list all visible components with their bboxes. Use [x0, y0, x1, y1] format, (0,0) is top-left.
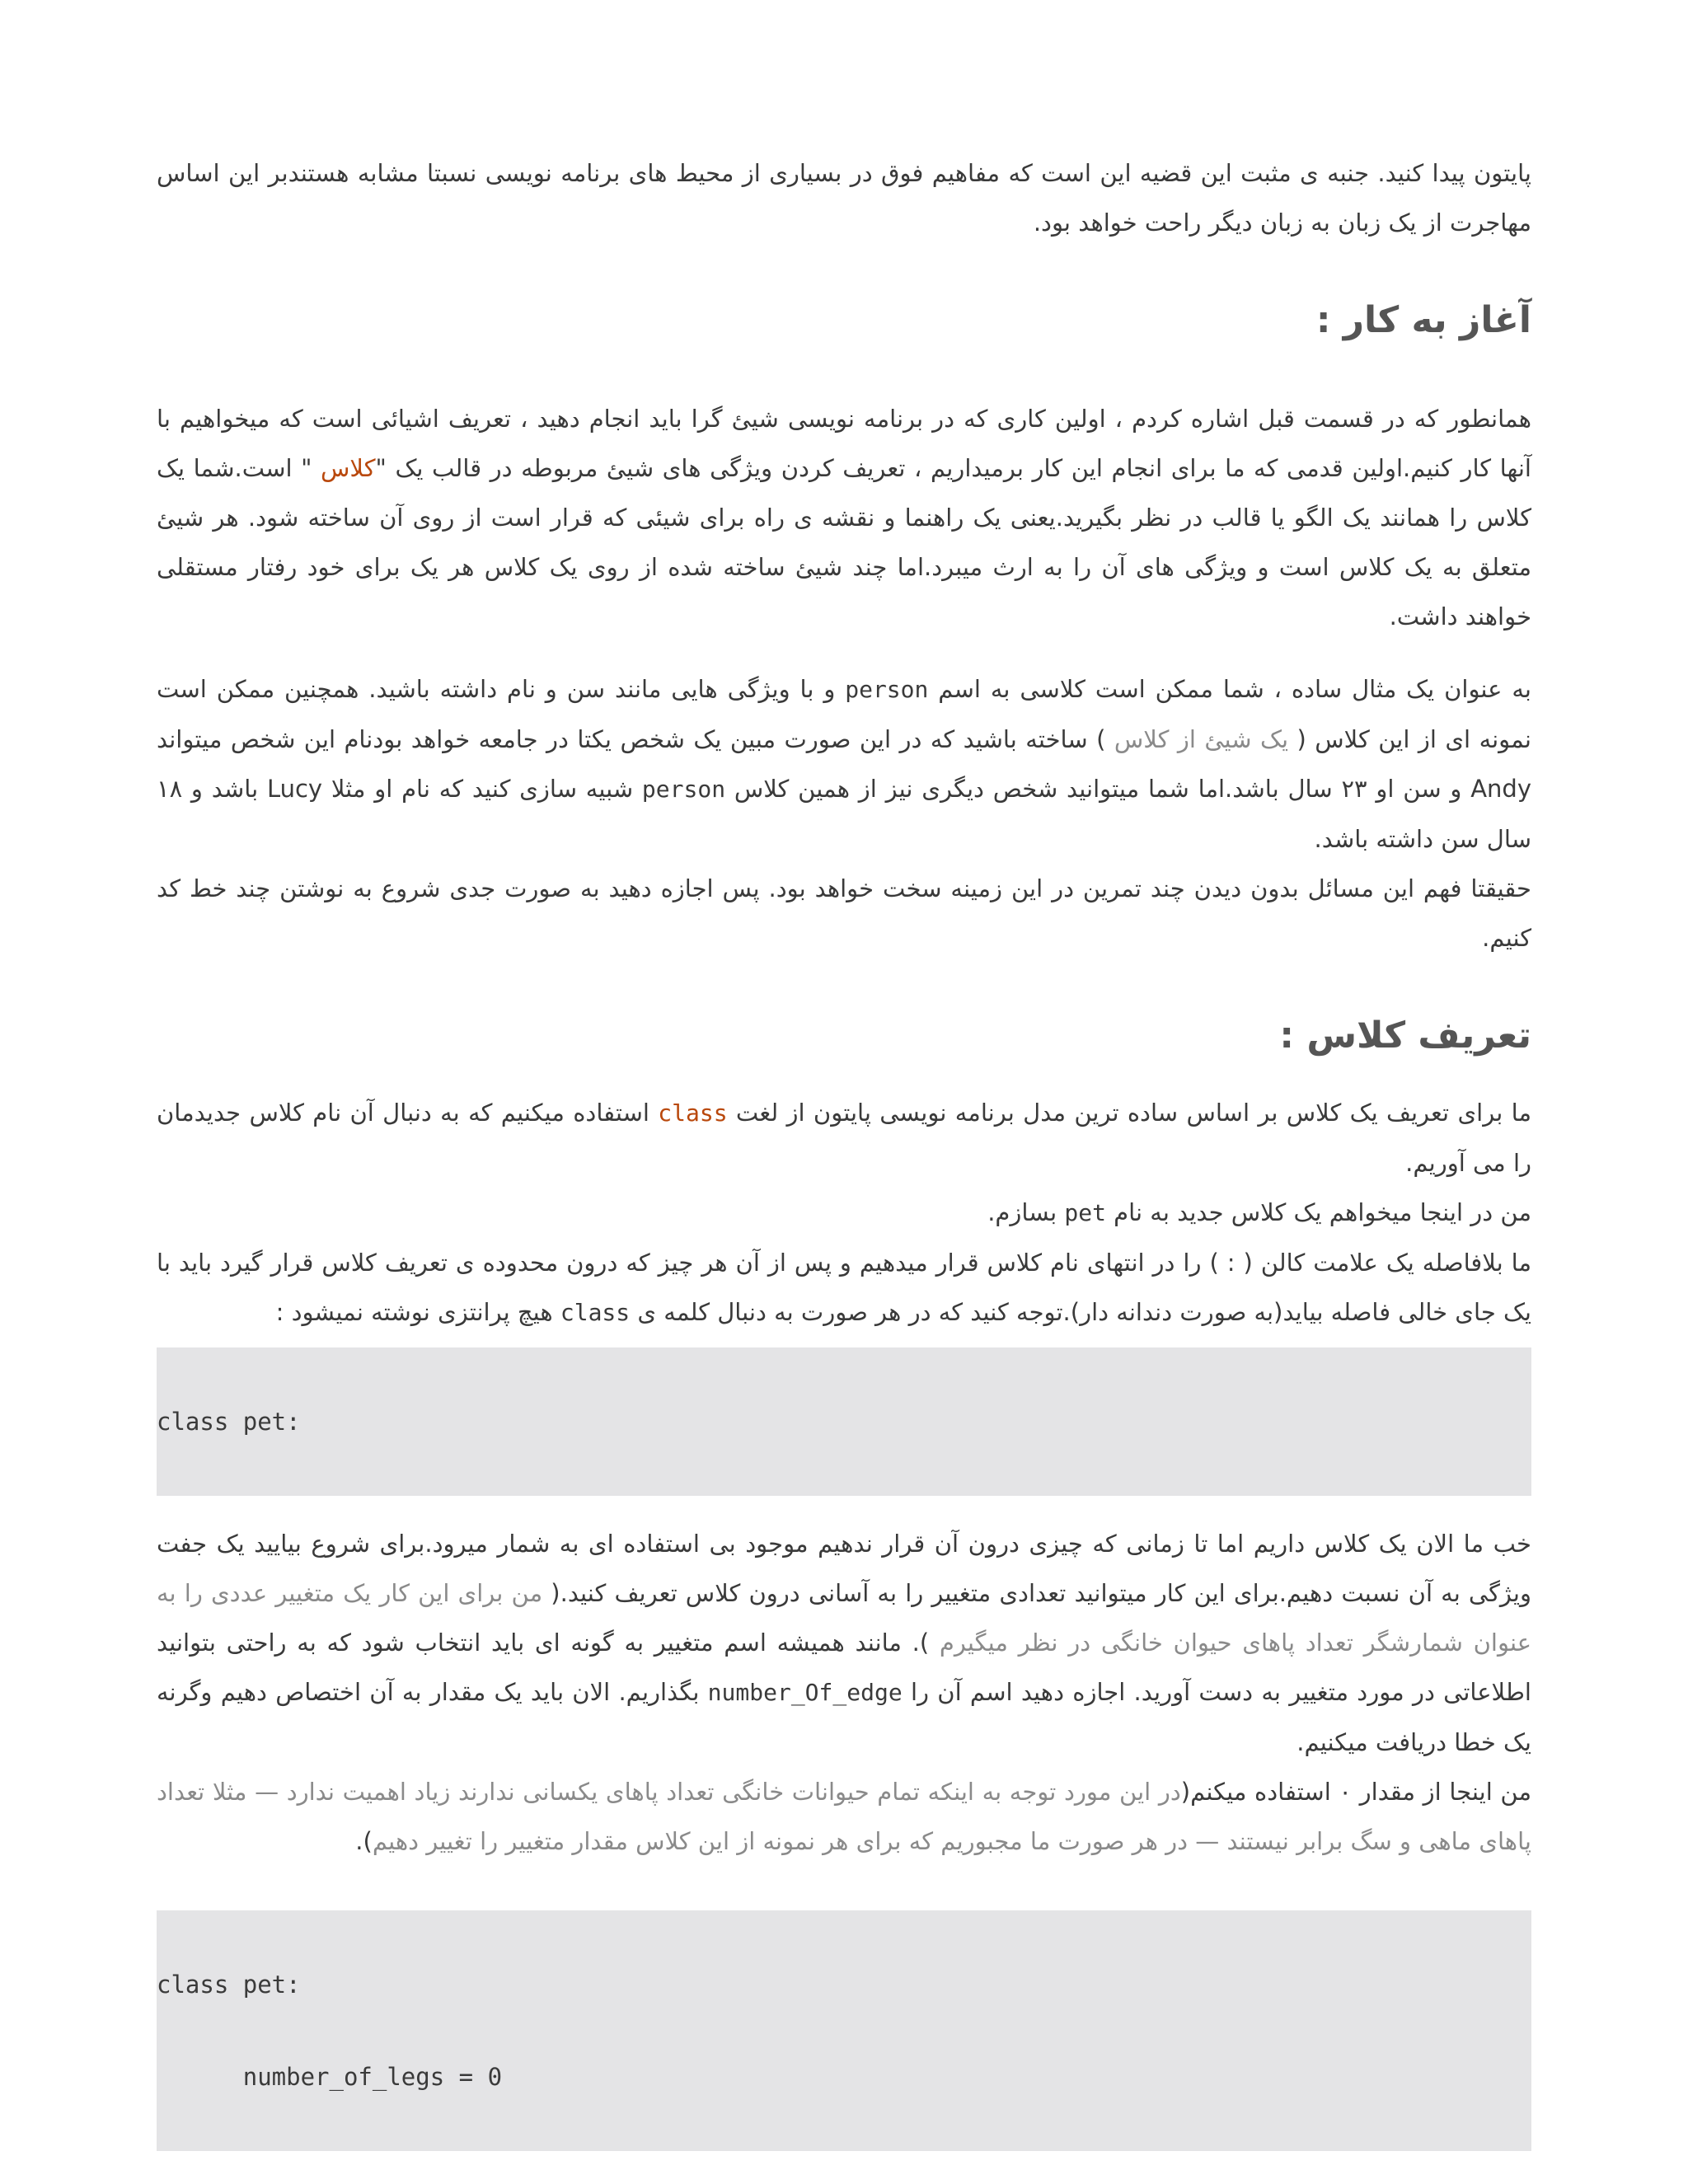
name-lucy: Lucy — [266, 775, 323, 803]
document-page — [157, 148, 1531, 2151]
code-inline-class: class — [658, 1099, 728, 1127]
class-intro-paragraph — [157, 394, 1531, 641]
colon-indent-paragraph — [157, 1238, 1531, 1338]
text-run: ). — [355, 1827, 373, 1855]
text-run: ). مانند همیشه اسم متغییر به گونه ای باید انتخاب شود که به راحتی بتوانید اطلاعاتی در مورد متغییر به دست آورید. اجازه دهید اسم آن را — [157, 1629, 1531, 1706]
text-run: و سن او ۲۳ سال باشد.اما شما میتوانید شخص دیگری نیز از همین کلاس — [725, 775, 1471, 803]
text-run: همانطور که در قسمت قبل اشاره کردم ، اولین کاری که در برنامه نویسی شیئ گرا باید انجام دهید ، تعریف اشیائی است که میخواهیم با آنها کار کنیم.اولین قدمی که ما برای انجام این کار برمیداریم ، تعریف کردن ویژگی های شیئ مربوطه در قالب یک " — [157, 405, 1531, 482]
section-heading-class-definition: تعریف کلاس : — [1279, 1015, 1531, 1057]
code-inline-person: person — [641, 776, 726, 803]
text-run: استفاده میکنیم که به دنبال آن نام کلاس جدیدمان را می آوریم. — [157, 1099, 1531, 1177]
pet-class-paragraph — [157, 1188, 1531, 1238]
code-block-class-pet — [157, 1347, 1531, 1496]
code-block-number-of-legs — [157, 1910, 1531, 2151]
text-run: شبیه سازی کنید که نام او مثلا — [322, 775, 642, 803]
intro-paragraph: پایتون پیدا کنید. جنبه ی مثبت این قضیه این است که مفاهیم فوق در بسیاری از محیط های برنامه نویسی نسبتا مشابه هستندبر این اساس مهاجرت از یک زبان به زبان دیگر راحت خواهد بود. — [157, 159, 1531, 237]
name-andy: Andy — [1470, 775, 1531, 803]
person-example-paragraph — [157, 664, 1531, 864]
code-inline-person: person — [845, 676, 929, 703]
text-run: هیچ پرانتزی نوشته نمیشود : — [275, 1298, 560, 1326]
text-run: بگذاریم. الان باید یک مقدار به آن اختصاص دهیم وگرنه یک خطا دریافت میکنیم. — [157, 1678, 1531, 1756]
practice-paragraph: حقیقتا فهم این مسائل بدون دیدن چند تمرین در این زمینه سخت خواهد بود. پس اجازه دهید به صورت جدی شروع به نوشتن چند خط کد کنیم. — [157, 874, 1531, 952]
text-run: من در اینجا میخواهم یک کلاس جدید به نام — [1105, 1198, 1531, 1226]
text-run: بسازم. — [987, 1198, 1065, 1226]
code-inline-class: class — [560, 1299, 631, 1326]
text-run: باشد و ۱۸ سال سن داشته باشد. — [157, 775, 1531, 853]
code-line: class pet: — [157, 1408, 301, 1436]
code-inline-variable: number_Of_edge — [707, 1679, 903, 1706]
text-run: من اینجا از مقدار ۰ استفاده میکنم( — [1180, 1778, 1532, 1806]
section-heading-getting-started: آغاز به کار : — [1315, 299, 1531, 341]
text-run: ما بلافاصله یک علامت کالن ( : ) را در انتهای نام کلاس قرار میدهیم و پس از آن هر چیز که درون محدوده ی تعریف کلاس قرار گیرد باید با یک جای خالی فاصله بیاید(به صورت دندانه دار).توجه کنید که در هر صورت به دنبال کلمه ی — [157, 1249, 1531, 1326]
text-run: ما برای تعریف یک کلاس بر اساس ساده ترین مدل برنامه نویسی پایتون از لغت — [727, 1099, 1531, 1127]
text-run: و با ویژگی هایی مانند سن و نام داشته باشید. همچنین ممکن است نمونه ای از این کلاس ( — [157, 675, 1532, 753]
highlight-class-word: کلاس — [321, 454, 376, 482]
code-line: number_of_legs = 0 — [157, 2063, 503, 2091]
text-run: " است.شما یک کلاس را همانند یک الگو یا قالب در نظر بگیرید.یعنی یک راهنما و نقشه ی راه برای شیئی که قرار است از روی آن ساخته شود. هر شیئ متعلق به یک کلاس است و ویژگی های آن را به ارث میبرد.اما چند شیئ ساخته شده از روی یک کلاس هر یک برای خود رفتار مستقلی خواهند داشت. — [157, 454, 1531, 630]
zero-value-paragraph — [157, 1767, 1531, 1866]
class-keyword-paragraph — [157, 1088, 1531, 1188]
gray-note: در این مورد توجه به اینکه تمام حیوانات خانگی تعداد پاهای یکسانی ندارند زیاد اهمیت ندارد — مثلا تعداد پاهای ماهی و سگ برابر نیستند — در هر صورت ما مجبوریم که برای هر نمونه از این کلاس مقدار متغییر را تغییر دهیم — [157, 1778, 1531, 1855]
text-run: به عنوان یک مثال ساده ، شما ممکن است کلاسی به اسم — [928, 675, 1531, 703]
text-run: ) ساخته باشید که در این صورت مبین یک شخص یکتا در جامعه خواهد بودنام این شخص میتواند — [157, 725, 1114, 753]
text-run: خب ما الان یک کلاس داریم اما تا زمانی که چیزی درون آن قرار ندهیم موجود بی استفاده ای به شمار میرود.برای شروع بیایید یک جفت ویژگی به آن نسبت دهیم.برای این کار میتوانید تعدادی متغییر را به آسانی درون کلاس تعریف کنید.( — [157, 1530, 1531, 1607]
gray-note: یک شیئ از کلاس — [1114, 725, 1289, 753]
gray-note: من برای این کار یک متغییر عددی را به عنوان شمارشگر تعداد پاهای حیوان خانگی در نظر میگیرم — [157, 1579, 1531, 1657]
attributes-paragraph — [157, 1519, 1531, 1767]
code-inline-pet: pet — [1064, 1199, 1106, 1226]
code-line: class pet: — [157, 1971, 301, 1999]
